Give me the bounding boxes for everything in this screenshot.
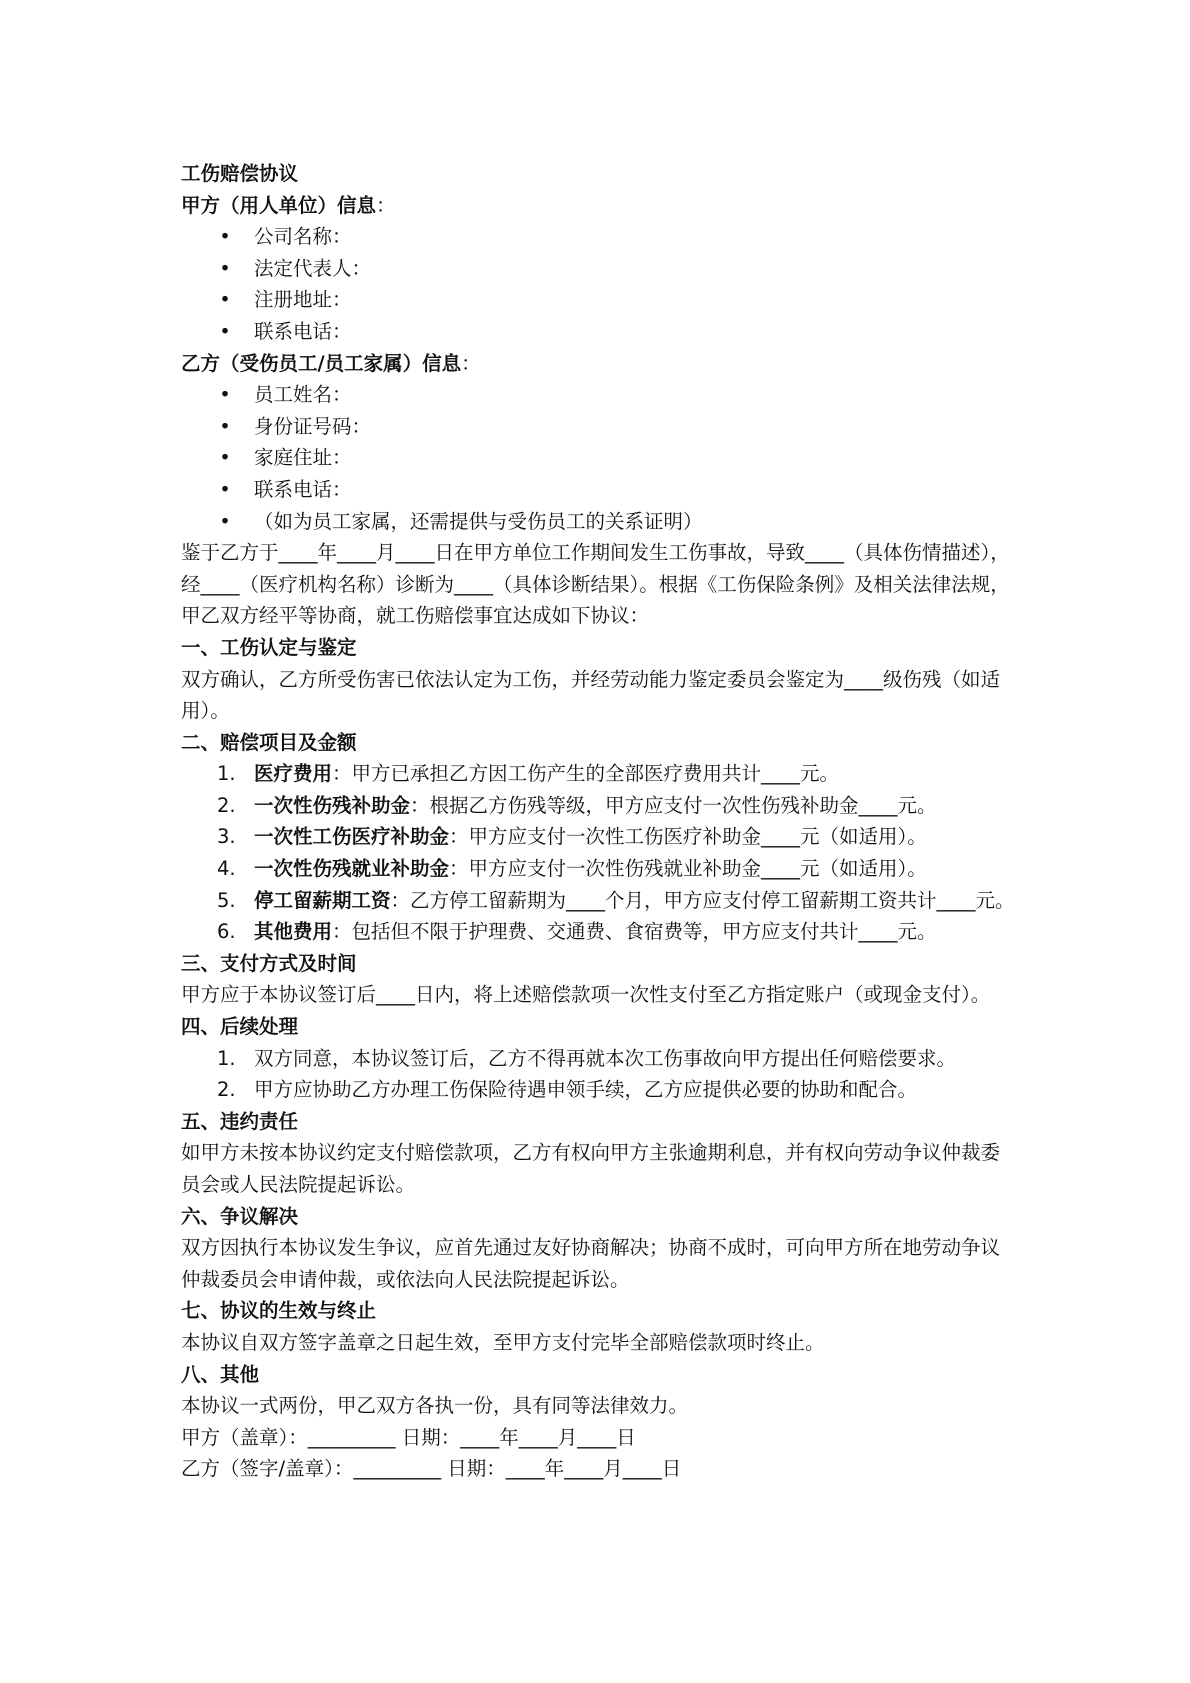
section-7-body: 本协议自双方签字盖章之日起生效，至甲方支付完毕全部赔偿款项时终止。: [181, 1330, 825, 1354]
compensation-item-medical: [181, 758, 1019, 790]
list-item: [181, 506, 1019, 538]
party-a-legal-rep: 法定代表人：: [254, 256, 372, 280]
list-item: [181, 442, 1019, 474]
section-7-heading: 七、协议的生效与终止: [181, 1299, 377, 1323]
list-item: [181, 253, 1019, 285]
compensation-item-employment-subsidy: [181, 853, 1019, 885]
bullet-icon: •: [219, 288, 231, 312]
item-text: ：包括但不限于护理费、交通费、食宿费等，甲方应支付共计____元。: [332, 920, 937, 944]
section-6-body: 双方因执行本协议发生争议，应首先通过友好协商解决；协商不成时，可向甲方所在地劳动争议仲裁委员会申请仲裁，或依法向人民法院提起诉讼。: [181, 1236, 1001, 1291]
party-b-heading: [181, 348, 1019, 380]
item-number: 1.: [217, 762, 236, 786]
bullet-icon: •: [219, 256, 231, 280]
party-b-employee-name: 员工姓名：: [254, 383, 352, 407]
compensation-item-medical-subsidy: [181, 821, 1019, 853]
item-label: 停工留薪期工资: [254, 888, 391, 912]
follow-up-list: [181, 1043, 1019, 1106]
bullet-icon: •: [219, 414, 231, 438]
section-1-body: 双方确认，乙方所受伤害已依法认定为工伤，并经劳动能力鉴定委员会鉴定为____级伤残（如适用）。: [181, 667, 1001, 723]
party-b-heading-colon: ：: [461, 351, 481, 375]
party-a-heading-text: 甲方（用人单位）信息: [181, 193, 377, 217]
list-item: [181, 284, 1019, 316]
list-item: [181, 379, 1019, 411]
party-b-home-address: 家庭住址：: [254, 446, 352, 470]
list-item: [181, 316, 1019, 348]
bullet-icon: •: [219, 225, 231, 249]
document-title: 工伤赔偿协议: [181, 162, 299, 185]
section-8-body: 本协议一式两份，甲乙双方各执一份，具有同等法律效力。: [181, 1394, 689, 1418]
party-b-phone: 联系电话：: [254, 477, 352, 501]
item-label: 一次性工伤医疗补助金: [254, 825, 450, 849]
section-3-body: 甲方应于本协议签订后____日内，将上述赔偿款项一次性支付至乙方指定账户（或现金支付）。: [181, 983, 991, 1007]
item-number: 5.: [217, 888, 236, 912]
item-label: 一次性伤残补助金: [254, 793, 411, 817]
party-b-id-number: 身份证号码：: [254, 414, 372, 438]
item-text: 甲方应协助乙方办理工伤保险待遇申领手续，乙方应提供必要的协助和配合。: [254, 1078, 918, 1102]
item-number: 1.: [217, 1046, 236, 1070]
document-page: [181, 158, 1019, 1485]
party-b-heading-text: 乙方（受伤员工/员工家属）信息: [181, 351, 462, 375]
item-number: 2.: [217, 793, 236, 817]
item-text: ：甲方应支付一次性伤残就业补助金____元（如适用）。: [449, 857, 927, 881]
item-number: 4.: [217, 857, 236, 881]
section-1-heading: 一、工伤认定与鉴定: [181, 635, 357, 659]
follow-up-item: [181, 1074, 1019, 1106]
party-b-info-list: [181, 379, 1019, 537]
party-b-relation-note: （如为员工家属，还需提供与受伤员工的关系证明）: [254, 509, 703, 533]
section-5-heading: 五、违约责任: [181, 1109, 299, 1133]
compensation-items-list: [181, 758, 1019, 948]
item-number: 6.: [217, 920, 236, 944]
bullet-icon: •: [219, 383, 231, 407]
party-a-heading: [181, 190, 1019, 222]
compensation-item-disability-subsidy: [181, 790, 1019, 822]
party-a-signature-line: 甲方（盖章）：_________ 日期：____年____月____日: [181, 1425, 636, 1449]
section-6-heading: 六、争议解决: [181, 1204, 299, 1228]
section-8-heading: 八、其他: [181, 1362, 260, 1386]
section-4-heading: 四、后续处理: [181, 1015, 299, 1039]
follow-up-item: [181, 1043, 1019, 1075]
compensation-item-other: [181, 916, 1019, 948]
party-a-phone: 联系电话：: [254, 319, 352, 343]
bullet-icon: •: [219, 477, 231, 501]
party-b-signature-line: 乙方（签字/盖章）：_________ 日期：____年____月____日: [181, 1457, 682, 1481]
preamble-paragraph: 鉴于乙方于____年____月____日在甲方单位工作期间发生工伤事故，导致____（具体伤情描述），经____（医疗机构名称）诊断为____（具体诊断结果）。根据《工伤保险条例》及相关法律法规，甲乙双方经平等协商，就工伤赔偿事宜达成如下协议：: [181, 541, 1010, 628]
party-a-info-list: [181, 221, 1019, 347]
section-3-heading: 三、支付方式及时间: [181, 951, 357, 975]
party-a-address: 注册地址：: [254, 288, 352, 312]
bullet-icon: •: [219, 319, 231, 343]
section-2-heading: 二、赔偿项目及金额: [181, 730, 357, 754]
item-text: ：乙方停工留薪期为____个月，甲方应支付停工留薪期工资共计____元。: [390, 888, 1015, 912]
item-text: ：根据乙方伤残等级，甲方应支付一次性伤残补助金____元。: [410, 793, 937, 817]
item-label: 其他费用: [254, 920, 333, 944]
item-text: 双方同意，本协议签订后，乙方不得再就本次工伤事故向甲方提出任何赔偿要求。: [254, 1046, 957, 1070]
party-a-heading-colon: ：: [376, 193, 396, 217]
list-item: [181, 474, 1019, 506]
party-a-company-name: 公司名称：: [254, 225, 352, 249]
item-text: ：甲方已承担乙方因工伤产生的全部医疗费用共计____元。: [332, 762, 840, 786]
item-label: 一次性伤残就业补助金: [254, 857, 450, 881]
section-5-body: 如甲方未按本协议约定支付赔偿款项，乙方有权向甲方主张逾期利息，并有权向劳动争议仲裁委员会或人民法院提起诉讼。: [181, 1141, 1001, 1196]
bullet-icon: •: [219, 446, 231, 470]
item-number: 3.: [217, 825, 236, 849]
compensation-item-suspension-wage: [181, 885, 1019, 917]
item-text: ：甲方应支付一次性工伤医疗补助金____元（如适用）。: [449, 825, 927, 849]
bullet-icon: •: [219, 509, 231, 533]
item-label: 医疗费用: [254, 762, 333, 786]
list-item: [181, 221, 1019, 253]
list-item: [181, 411, 1019, 443]
item-number: 2.: [217, 1078, 236, 1102]
